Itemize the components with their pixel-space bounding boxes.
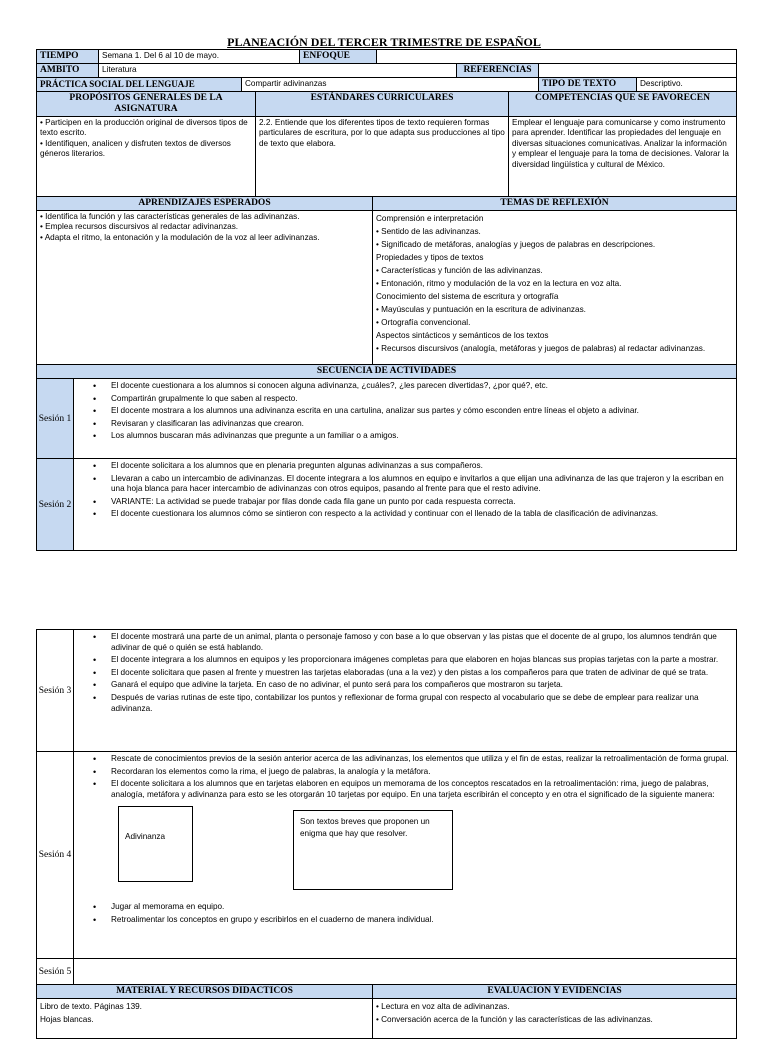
concept-card-text: Adivinanza [125,832,166,842]
aprendizaje-item: • Emplea recursos discursivos al redactar adivinanzas. [40,222,239,232]
temas-header: TEMAS DE REFLEXIÓN [373,197,737,211]
session-5-activities [74,959,737,985]
tema-item: • Significado de metáforas, analogías y juegos de palabras en descripciones. [376,240,656,249]
propositos-header: PROPÓSITOS GENERALES DE LA ASIGNATURA [37,92,256,117]
material-item: Hojas blancas. [40,1015,94,1024]
activity-item: • El docente solicitara a los alumnos que en plenaria pregunten algunas adivinanzas a sus compañeros. [111,461,732,472]
ambito-label: AMBITO [37,64,99,78]
page-title: PLANEACIÓN DEL TERCER TRIMESTRE DE ESPAÑOL [227,35,541,49]
resources-table [36,984,737,1039]
tema-item: • Sentido de las adivinanzas. [376,227,481,236]
evaluacion-header: EVALUACION Y EVIDENCIAS [373,985,737,999]
tema-item: Conocimiento del sistema de escritura y ortografía [376,292,559,301]
activity-item: • El docente cuestionara a los alumnos si conocen alguna adivinanza, ¿cuáles?, ¿les parecen divertidas?, ¿por qué?, etc. [111,381,732,392]
concept-card [118,806,193,882]
referencias-label: REFERENCIAS [457,64,539,78]
activity-item: • El docente solicitara a los alumnos que en tarjetas elaboren en equipos un memorama de los conceptos rescatados en la retroalimentación: rima, juego de palabras, analogía, metáfora y adivinanza para esto se les otorgarán 10 tarjetas por equipo. En una tarjeta escribirán el concepto y en otra el significado de la siguiente manera: [111,779,732,800]
tiempo-value: Semana 1. Del 6 al 10 de mayo. [99,50,300,64]
tema-item: • Características y función de las adivinanzas. [376,266,543,275]
activity-item: • El docente mostrara a los alumnos una adivinanza escrita en una cartulina, analizar sus partes y cómo esconden entre líneas el objeto a adivinar. [111,406,732,417]
tema-item: • Recursos discursivos (analogía, metáforas y juegos de palabras) al redactar adivinanzas. [376,344,706,353]
session-label: Sesión 1 [37,379,74,459]
activity-item: • El docente solicitara que pasen al frente y muestren las tarjetas elaboradas (una a la vez) y den pistas a los compañeros para que traten de adivinar de qué se trata. [111,668,732,679]
competencias-header: COMPETENCIAS QUE SE FAVORECEN [509,92,737,117]
activity-item: • El docente integrara a los alumnos en equipos y les proporcionara imágenes completas para que elaboren en hojas blancas sus propias tarjetas con la parte a mostrar. [111,655,732,666]
material-cell [37,999,373,1039]
session-label: Sesión 3 [37,630,74,752]
competencias-text: Emplear el lenguaje para comunicarse y como instrumento para aprender. Identificar las propiedades del lenguaje en diversas situaciones comunicativas. Analizar la información y emplear el lenguaje para la toma de decisiones. Valorar la diversidad lingüística y cultural de México. [512,118,729,169]
temas-cell [373,211,737,365]
session-label: Sesión 2 [37,459,74,551]
enfoque-value [377,50,737,64]
tema-item: Aspectos sintácticos y semánticos de los textos [376,331,549,340]
activity-item: • Compartirán grupalmente lo que saben al respecto. [111,394,732,405]
session-3-activities [74,630,737,752]
enfoque-label: ENFOQUE [300,50,377,64]
ambito-value: Literatura [99,64,457,78]
activity-item: • Recordaran los elementos como la rima, el juego de palabras, la analogía y la metáfora. [111,767,732,778]
tema-item: • Entonación, ritmo y modulación de la voz en la lectura en voz alta. [376,279,622,288]
session-label: Sesión 5 [37,959,74,985]
activity-item: • Revisaran y clasificaran las adivinanzas que crearon. [111,419,732,430]
activity-item: • Después de varias rutinas de este tipo, contabilizar los puntos y reflexionar de forma grupal con respecto al vocabulario que se debe de emplear para realizar una adivinanza. [111,693,732,714]
tema-item: • Ortografía convencional. [376,318,471,327]
tema-item: • Mayúsculas y puntuación en la escritura de adivinanzas. [376,305,586,314]
tiempo-label: TIEMPO [37,50,99,64]
practica-value: Compartir adivinanzas [242,78,539,92]
tema-item: Propiedades y tipos de textos [376,253,484,262]
aprendizajes-header: APRENDIZAJES ESPERADOS [37,197,373,211]
session-2-activities [74,459,737,551]
competencias-cell [509,117,737,197]
evaluacion-item: • Lectura en voz alta de adivinanzas. [376,1002,510,1011]
estandares-cell [256,117,509,197]
tipo-texto-value: Descriptivo. [637,78,737,92]
activity-item: • VARIANTE: La actividad se puede trabajar por filas donde cada fila gane un punto por cada respuesta correcta. [111,497,732,508]
sequence-table-continued [36,629,737,985]
proposito-item: • Participen en la producción original de diversos tipos de texto escrito. [40,118,248,138]
propositos-cell [37,117,256,197]
estandares-header: ESTÁNDARES CURRICULARES [256,92,509,117]
secuencia-header: SECUENCIA DE ACTIVIDADES [37,365,737,379]
activity-item: • El docente cuestionara los alumnos cómo se sintieron con respecto a la actividad y continuar con el llenado de la tabla de clasificación de adivinanzas. [111,509,732,520]
aprendizajes-cell [37,211,373,365]
meaning-card [293,810,453,890]
evaluacion-item: • Conversación acerca de la función y las características de las adivinanzas. [376,1015,653,1024]
activity-item: • El docente mostrará una parte de un animal, planta o personaje famoso y con base a lo que observan y las pistas que el docente de al grupo, los alumnos tendrán que adivinar de qué o quién se está hablando. [111,632,732,653]
activity-item: • Rescate de conocimientos previos de la sesión anterior acerca de las adivinanzas, los elementos que utiliza y el fin de estas, realizar la retroalimentación de forma grupal. [111,754,732,765]
practica-label: PRÁCTICA SOCIAL DEL LENGUAJE [37,78,242,92]
tema-item: Comprensión e interpretación [376,214,484,223]
evaluacion-cell [373,999,737,1039]
planning-table-page-2 [36,629,736,1039]
activity-item: • Ganará el equipo que adivine la tarjeta. En caso de no adivinar, el punto será para los compañeros que mostraron su tarjeta. [111,680,732,691]
tipo-texto-label: TIPO DE TEXTO [539,78,637,92]
general-info-table [36,49,737,92]
session-label: Sesión 4 [37,752,74,959]
learning-table [36,196,737,365]
activity-item: • Llevaran a cabo un intercambio de adivinanzas. El docente integrara a los alumnos en equipo e invitarlos a que elijan una adivinanza de las que trajeron y la escriban en una hoja blanca para hacer intercambio de adivinanzas con otros equipos, pasando al frente para que el resto adivine. [111,474,732,495]
activity-item: • Retroalimentar los conceptos en grupo y escribirlos en el cuaderno de manera individual. [111,915,732,926]
meaning-card-text: Son textos breves que proponen un enigma que hay que resolver. [300,817,430,839]
memorama-example [74,806,732,902]
material-header: MATERIAL Y RECURSOS DIDACTICOS [37,985,373,999]
session-1-activities [74,379,737,459]
aprendizaje-item: • Adapta el ritmo, la entonación y la modulación de la voz al leer adivinanzas. [40,232,320,242]
referencias-value [539,64,737,78]
activity-item: • Los alumnos buscaran más adivinanzas que pregunte a un familiar o a amigos. [111,431,732,442]
proposito-item: • Identifiquen, analicen y disfruten textos de diversos géneros literarios. [40,138,231,159]
objectives-table [36,91,737,197]
planning-table-page-1 [36,49,736,551]
material-item: Libro de texto. Páginas 139. [40,1002,142,1011]
session-4-activities [74,752,737,959]
activity-item: • Jugar al memorama en equipo. [111,902,732,913]
estandar-text: 2.2. Entiende que los diferentes tipos de texto requieren formas particulares de escritura, por lo que adapta sus producciones al tipo de texto que elabora. [259,118,505,148]
aprendizaje-item: • Identifica la función y las características generales de las adivinanzas. [40,212,300,221]
sequence-table [36,364,737,551]
